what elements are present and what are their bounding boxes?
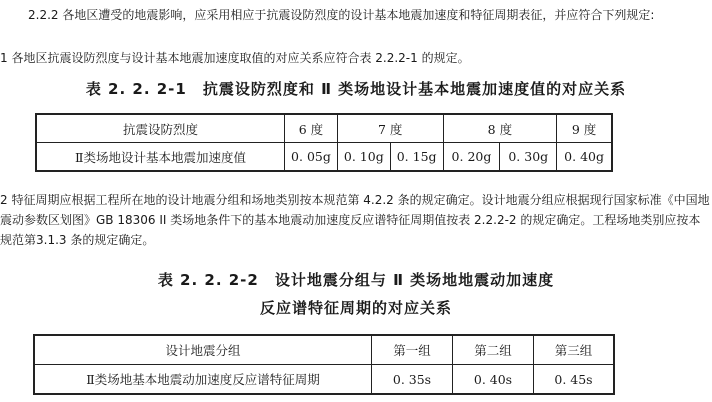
table2-header-label: 设计地震分组 bbox=[34, 335, 372, 365]
table1-value: 0. 05g bbox=[285, 143, 338, 172]
table-row bbox=[36, 114, 612, 143]
table2-value: 0. 45s bbox=[534, 365, 615, 395]
table2-group-3: 第三组 bbox=[534, 335, 615, 365]
table1-intensity-6: 6 度 bbox=[285, 114, 338, 143]
table-row bbox=[34, 335, 614, 365]
table1-value: 0. 10g bbox=[337, 143, 390, 172]
table1-row-label: Ⅱ类场地设计基本地震加速度值 bbox=[36, 143, 285, 172]
paragraph-item-1: 1 各地区抗震设防烈度与设计基本地震加速度取值的对应关系应符合表 2.2.2-1 的规定。 bbox=[0, 51, 470, 65]
table-2-2-2-2 bbox=[33, 334, 615, 395]
table2-value: 0. 40s bbox=[453, 365, 534, 395]
table-row bbox=[36, 143, 612, 172]
table1-value: 0. 20g bbox=[443, 143, 500, 172]
table1-value: 0. 30g bbox=[500, 143, 557, 172]
table-2-2-2-1-caption: 表 2. 2. 2-1 抗震设防烈度和 Ⅱ 类场地设计基本地震加速度值的对应关系 bbox=[85, 80, 627, 98]
table1-intensity-7: 7 度 bbox=[337, 114, 443, 143]
table-2-2-2-1 bbox=[35, 113, 613, 172]
table2-value: 0. 35s bbox=[372, 365, 453, 395]
table1-intensity-8: 8 度 bbox=[443, 114, 557, 143]
table2-row-label: Ⅱ类场地基本地震动加速度反应谱特征周期 bbox=[34, 365, 372, 395]
table2-group-2: 第二组 bbox=[453, 335, 534, 365]
table1-intensity-9: 9 度 bbox=[557, 114, 612, 143]
table1-value: 0. 15g bbox=[390, 143, 443, 172]
table-2-2-2-2-caption-line1: 表 2. 2. 2-2 设计地震分组与 Ⅱ 类场地地震动加速度 bbox=[157, 271, 555, 289]
paragraph-2-2-2: 2.2.2 各地区遭受的地震影响，应采用相应于抗震设防烈度的设计基本地震加速度和特征周期表征，并应符合下列规定: bbox=[28, 8, 655, 22]
table1-value: 0. 40g bbox=[557, 143, 612, 172]
table-row bbox=[34, 365, 614, 395]
table2-group-1: 第一组 bbox=[372, 335, 453, 365]
table-2-2-2-2-caption-line2: 反应谱特征周期的对应关系 bbox=[259, 299, 452, 317]
table1-header-label: 抗震设防烈度 bbox=[36, 114, 285, 143]
paragraph-item-2: 2 特征周期应根据工程所在地的设计地震分组和场地类别按本规范第 4.2.2 条的规定确定。设计地震分组应根据现行国家标准《中国地震动参数区划图》GB 18306 II 类场地条件下的基本地震动加速度反应谱特征周期值按表 2.2.2-2 的规定确定。工程场地类别应按本规范第3.1.3 条的规定确定。 bbox=[0, 193, 710, 247]
